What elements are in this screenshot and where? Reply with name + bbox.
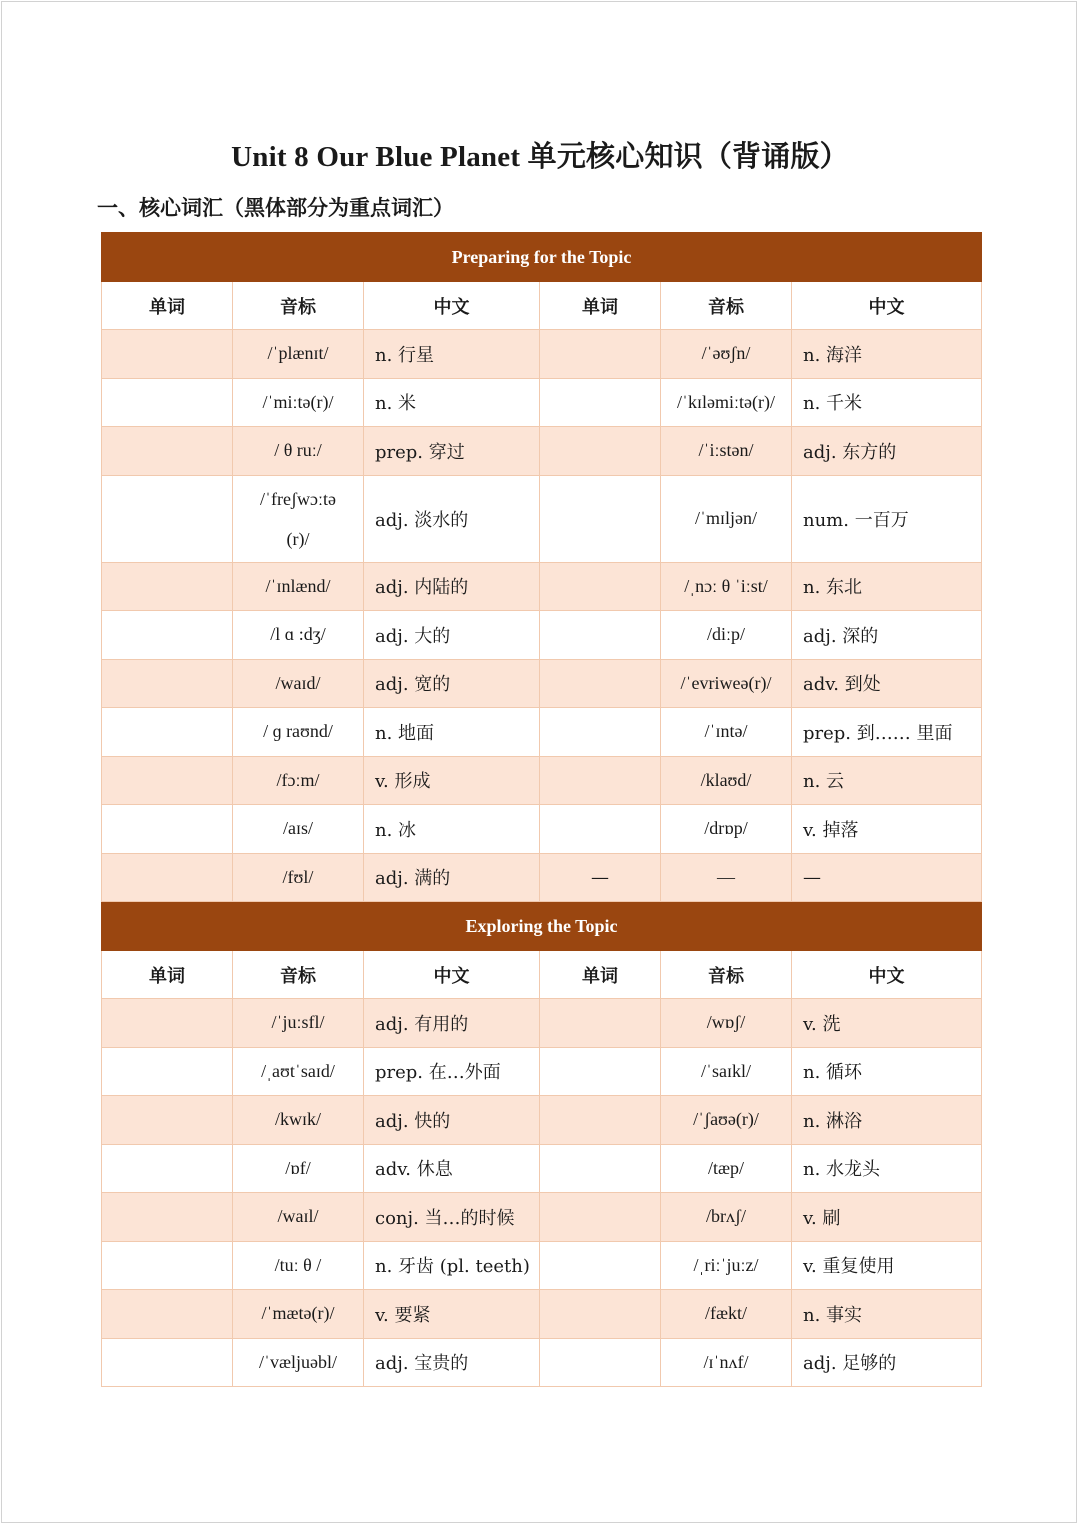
meaning-cell: adj. 满的 — [364, 853, 540, 902]
column-header-row — [102, 951, 982, 999]
meaning-cell: v. 要紧 — [364, 1290, 540, 1339]
phonetic-cell: /ˈɪntə/ — [661, 708, 792, 757]
phonetic-cell: /ˈsaɪkl/ — [661, 1047, 792, 1096]
phonetic-cell: /ˌnɔː θ ˈiːst/ — [661, 562, 792, 611]
table-row — [102, 1241, 982, 1290]
page-title: Unit 8 Our Blue Planet 单元核心知识（背诵版） — [231, 141, 849, 173]
meaning-cell: n. 云 — [792, 756, 982, 805]
word-cell — [540, 378, 661, 427]
word-cell — [540, 1096, 661, 1145]
meaning-cell: n. 淋浴 — [792, 1096, 982, 1145]
section-band — [102, 233, 982, 282]
phonetic-cell: /klaʊd/ — [661, 756, 792, 805]
phonetic-cell: /aɪs/ — [233, 805, 364, 854]
column-header: 中文 — [364, 282, 540, 330]
column-header: 单词 — [102, 282, 233, 330]
meaning-cell: n. 牙齿 (pl. teeth) — [364, 1241, 540, 1290]
word-cell — [540, 330, 661, 379]
column-header: 中文 — [792, 282, 982, 330]
meaning-cell: adj. 淡水的 — [364, 475, 540, 562]
word-cell — [102, 756, 233, 805]
table-row — [102, 659, 982, 708]
word-cell — [102, 330, 233, 379]
phonetic-cell: /fækt/ — [661, 1290, 792, 1339]
word-cell — [102, 1193, 233, 1242]
meaning-cell: conj. 当…的时候 — [364, 1193, 540, 1242]
column-header: 中文 — [792, 951, 982, 999]
table-row — [102, 756, 982, 805]
word-cell — [102, 1144, 233, 1193]
word-cell — [102, 805, 233, 854]
meaning-cell: v. 洗 — [792, 999, 982, 1048]
phonetic-cell: /ɒf/ — [233, 1144, 364, 1193]
word-cell — [102, 708, 233, 757]
meaning-cell: adj. 足够的 — [792, 1338, 982, 1387]
word-cell — [540, 427, 661, 476]
column-header: 单词 — [102, 951, 233, 999]
word-cell — [540, 1193, 661, 1242]
word-cell — [102, 1338, 233, 1387]
phonetic-cell: /tæp/ — [661, 1144, 792, 1193]
meaning-cell: v. 重复使用 — [792, 1241, 982, 1290]
table-row — [102, 1096, 982, 1145]
phonetic-cell: /ˈmiːtə(r)/ — [233, 378, 364, 427]
word-cell — [540, 1290, 661, 1339]
meaning-cell: n. 海洋 — [792, 330, 982, 379]
meaning-cell: n. 东北 — [792, 562, 982, 611]
phonetic-cell: /wɒʃ/ — [661, 999, 792, 1048]
column-header-row — [102, 282, 982, 330]
word-cell — [102, 427, 233, 476]
table-row — [102, 853, 982, 902]
table-row — [102, 1290, 982, 1339]
word-cell — [540, 1338, 661, 1387]
table-row — [102, 475, 982, 562]
phonetic-cell: /ˈplænɪt/ — [233, 330, 364, 379]
meaning-cell: num. 一百万 — [792, 475, 982, 562]
word-cell — [540, 659, 661, 708]
phonetic-cell: /ˈʃaʊə(r)/ — [661, 1096, 792, 1145]
meaning-cell: prep. 穿过 — [364, 427, 540, 476]
word-cell: — — [540, 853, 661, 902]
word-cell — [102, 1096, 233, 1145]
phonetic-cell: /ˈiːstən/ — [661, 427, 792, 476]
word-cell — [540, 475, 661, 562]
phonetic-cell: /ɪˈnʌf/ — [661, 1338, 792, 1387]
meaning-cell: v. 刷 — [792, 1193, 982, 1242]
meaning-cell: prep. 在…外面 — [364, 1047, 540, 1096]
meaning-cell: adj. 宽的 — [364, 659, 540, 708]
table-row — [102, 330, 982, 379]
meaning-cell: adj. 有用的 — [364, 999, 540, 1048]
word-cell — [540, 562, 661, 611]
phonetic-cell: /l ɑ :dʒ/ — [233, 611, 364, 660]
word-cell — [102, 611, 233, 660]
phonetic-cell: /ˈmɪljən/ — [661, 475, 792, 562]
word-cell — [102, 999, 233, 1048]
column-header: 音标 — [233, 282, 364, 330]
table-row — [102, 427, 982, 476]
section-band-title: Preparing for the Topic — [102, 233, 982, 282]
word-cell — [102, 378, 233, 427]
word-cell — [540, 999, 661, 1048]
word-cell — [102, 1241, 233, 1290]
column-header: 音标 — [661, 282, 792, 330]
word-cell — [540, 708, 661, 757]
word-cell — [540, 611, 661, 660]
phonetic-cell: / ɡ raʊnd/ — [233, 708, 364, 757]
phonetic-cell: /diːp/ — [661, 611, 792, 660]
table-row — [102, 562, 982, 611]
phonetic-cell: /ˈɪnlænd/ — [233, 562, 364, 611]
meaning-cell: n. 循环 — [792, 1047, 982, 1096]
phonetic-cell: /ˈfreʃwɔːtə(r)/ — [233, 475, 364, 562]
meaning-cell: adj. 宝贵的 — [364, 1338, 540, 1387]
phonetic-cell: /kwɪk/ — [233, 1096, 364, 1145]
word-cell — [540, 756, 661, 805]
phonetic-cell: /ˈevriweə(r)/ — [661, 659, 792, 708]
phonetic-cell: /ˌaʊtˈsaɪd/ — [233, 1047, 364, 1096]
table-row — [102, 1144, 982, 1193]
meaning-cell: n. 冰 — [364, 805, 540, 854]
phonetic-cell: /fɔːm/ — [233, 756, 364, 805]
section-band — [102, 902, 982, 951]
meaning-cell: n. 行星 — [364, 330, 540, 379]
phonetic-cell: /drɒp/ — [661, 805, 792, 854]
meaning-cell: prep. 到…… 里面 — [792, 708, 982, 757]
phonetic-cell: /fʊl/ — [233, 853, 364, 902]
meaning-cell: adj. 快的 — [364, 1096, 540, 1145]
meaning-cell: n. 水龙头 — [792, 1144, 982, 1193]
word-cell — [102, 659, 233, 708]
phonetic-cell: /ˈjuːsfl/ — [233, 999, 364, 1048]
column-header: 中文 — [364, 951, 540, 999]
table-row — [102, 1338, 982, 1387]
table-row — [102, 1047, 982, 1096]
column-header: 音标 — [233, 951, 364, 999]
table-row — [102, 1193, 982, 1242]
meaning-cell: adj. 内陆的 — [364, 562, 540, 611]
phonetic-cell: /ˈəʊʃn/ — [661, 330, 792, 379]
column-header: 单词 — [540, 951, 661, 999]
meaning-cell: adv. 休息 — [364, 1144, 540, 1193]
word-cell — [102, 853, 233, 902]
word-cell — [102, 1290, 233, 1339]
phonetic-cell: /ˌriːˈjuːz/ — [661, 1241, 792, 1290]
meaning-cell: n. 千米 — [792, 378, 982, 427]
word-cell — [102, 562, 233, 611]
vocabulary-table — [101, 232, 982, 1387]
phonetic-cell: /ˈkɪləmiːtə(r)/ — [661, 378, 792, 427]
meaning-cell: — — [792, 853, 982, 902]
word-cell — [102, 475, 233, 562]
table-row — [102, 805, 982, 854]
phonetic-cell: /tuː θ / — [233, 1241, 364, 1290]
phonetic-cell: / θ ruː/ — [233, 427, 364, 476]
table-row — [102, 999, 982, 1048]
column-header: 单词 — [540, 282, 661, 330]
meaning-cell: n. 事实 — [792, 1290, 982, 1339]
word-cell — [540, 1241, 661, 1290]
meaning-cell: v. 形成 — [364, 756, 540, 805]
table-row — [102, 611, 982, 660]
word-cell — [540, 805, 661, 854]
phonetic-cell: /waɪd/ — [233, 659, 364, 708]
section-band-title: Exploring the Topic — [102, 902, 982, 951]
word-cell — [540, 1047, 661, 1096]
section-heading: 一、核心词汇（黑体部分为重点词汇） — [97, 196, 454, 220]
meaning-cell: n. 地面 — [364, 708, 540, 757]
table-row — [102, 378, 982, 427]
phonetic-cell: /waɪl/ — [233, 1193, 364, 1242]
phonetic-cell: /ˈvæljuəbl/ — [233, 1338, 364, 1387]
column-header: 音标 — [661, 951, 792, 999]
meaning-cell: n. 米 — [364, 378, 540, 427]
phonetic-cell: /ˈmætə(r)/ — [233, 1290, 364, 1339]
meaning-cell: adj. 东方的 — [792, 427, 982, 476]
meaning-cell: adv. 到处 — [792, 659, 982, 708]
meaning-cell: adj. 大的 — [364, 611, 540, 660]
meaning-cell: v. 掉落 — [792, 805, 982, 854]
phonetic-cell: /brʌʃ/ — [661, 1193, 792, 1242]
phonetic-cell: — — [661, 853, 792, 902]
meaning-cell: adj. 深的 — [792, 611, 982, 660]
table-row — [102, 708, 982, 757]
word-cell — [102, 1047, 233, 1096]
word-cell — [540, 1144, 661, 1193]
